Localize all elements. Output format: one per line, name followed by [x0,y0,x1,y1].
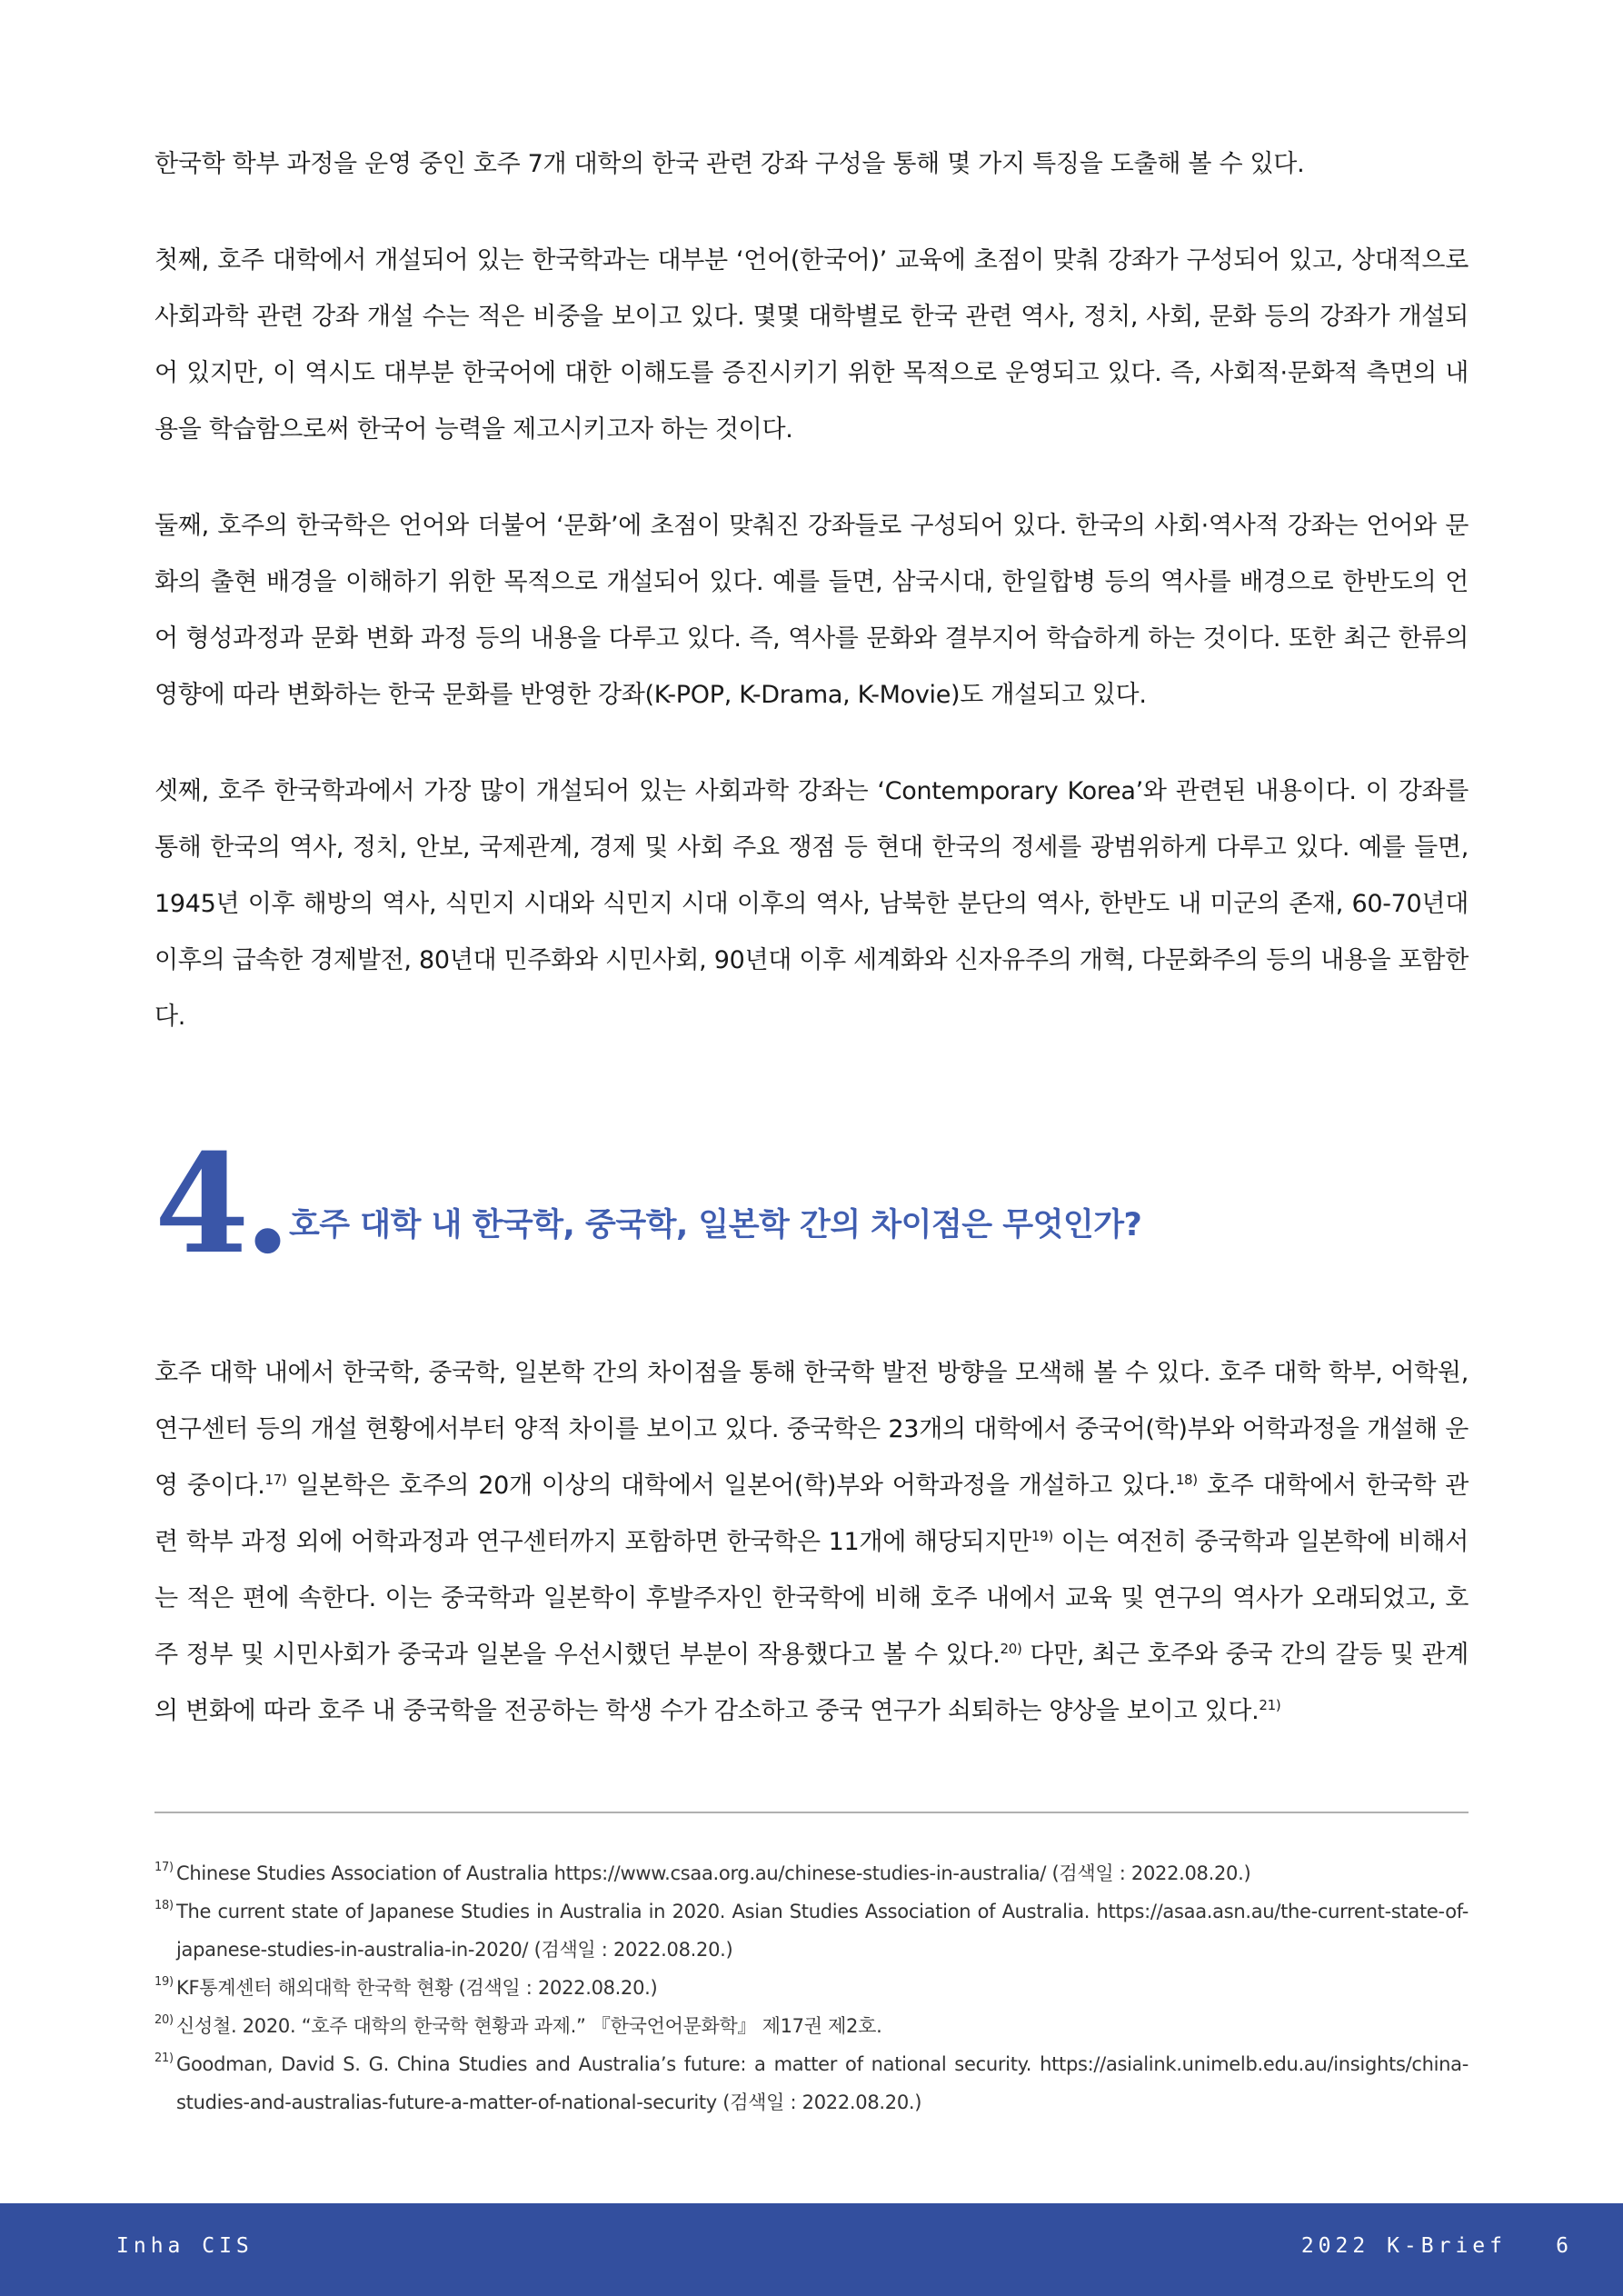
body-text: 호주 대학에서 한국학 관련 학부 과정 외에 어학과정과 연구센터까지 포함하면 한국학은 11개에 해당되지만 [154,1472,1469,1556]
footnote-ref[interactable]: 20) [1000,1641,1022,1657]
footnote-number: 17) [154,1861,174,1874]
footnote-divider [154,1812,1469,1813]
footnote-item [154,2045,1469,2121]
footnote-text: The current state of Japanese Studies in Australia in 2020. Asian Studies Association of Australia. https://asaa.asn.au/the-current-state-of-japanese-studies-in-australia-in-2020/ (검색일 : 2022.08.20.) [176,1901,1469,1961]
footnote-number: 20) [154,2013,174,2027]
footnote-number: 18) [154,1899,174,1912]
body-text: 다만, 최근 호주와 중국 간의 갈등 및 관계의 변화에 따라 호주 내 중국학을 전공하는 학생 수가 감소하고 중국 연구가 쇠퇴하는 양상을 보이고 있다. [154,1641,1469,1725]
footnote-number: 21) [154,2051,174,2065]
footnote-item [154,1892,1469,1969]
footnote-ref[interactable]: 21) [1259,1697,1281,1713]
paragraph-section-body [154,1345,1469,1740]
section-number: 4. [154,1124,286,1284]
body-text: 호주 대학 내에서 한국학, 중국학, 일본학 간의 차이점을 통해 한국학 발전 방향을 모색해 볼 수 있다. 호주 대학 학부, 어학원, 연구센터 등의 개설 현황에서부터 양적 차이를 보이고 있다. 중국학은 23개의 대학에서 중국어(학)부와 어학과정을 개설해 운영 중이다. [154,1359,1469,1500]
paragraph-third: 셋째, 호주 한국학과에서 가장 많이 개설되어 있는 사회과학 강좌는 ‘Contemporary Korea’와 관련된 내용이다. 이 강좌를 통해 한국의 역사, 정치, 안보, 국제관계, 경제 및 사회 주요 쟁점 등 현대 한국의 정세를 광범위하게 다루고 있다. 예를 들면, 1945년 이후 해방의 역사, 식민지 시대와 식민지 시대 이후의 역사, 남북한 분단의 역사, 한반도 내 미군의 존재, 60-70년대 이후의 급속한 경제발전, 80년대 민주화와 시민사회, 90년대 이후 세계화와 신자유주의 개혁, 다문화주의 등의 내용을 포함한다. [154,777,1469,1031]
footer-publisher: Inha CIS [116,2234,254,2258]
body-text: 이는 여전히 중국학과 일본학에 비해서는 적은 편에 속한다. 이는 중국학과 일본학이 후발주자인 한국학에 비해 호주 내에서 교육 및 연구의 역사가 오래되었고, 호주 정부 및 시민사회가 중국과 일본을 우선시했던 부분이 작용했다고 볼 수 있다. [154,1528,1469,1669]
page-number: 6 [1556,2234,1568,2258]
footnote-ref[interactable]: 19) [1031,1528,1053,1544]
section-title: 호주 대학 내 한국학, 중국학, 일본학 간의 차이점은 무엇인가? [289,1207,1142,1243]
footer-publication: 2022 K-Brief [1300,2234,1507,2258]
page-footer [0,2203,1623,2296]
footnote-text: KF통계센터 해외대학 한국학 현황 (검색일 : 2022.08.20.) [176,1977,658,1999]
footnote-text: Goodman, David S. G. China Studies and Australia’s future: a matter of national security. https://asialink.unimelb.edu.au/insights/china-studies-and-australias-future-a-matter-of-national-security (검색일 : 2022.08.20.) [176,2053,1469,2113]
paragraph-second: 둘째, 호주의 한국학은 언어와 더불어 ‘문화’에 초점이 맞춰진 강좌들로 구성되어 있다. 한국의 사회·역사적 강좌는 언어와 문화의 출현 배경을 이해하기 위한 목적으로 개설되어 있다. 예를 들면, 삼국시대, 한일합병 등의 역사를 배경으로 한반도의 언어 형성과정과 문화 변화 과정 등의 내용을 다루고 있다. 즉, 역사를 문화와 결부지어 학습하게 하는 것이다. 또한 최근 한류의 영향에 따라 변화하는 한국 문화를 반영한 강좌(K-POP, K-Drama, K-Movie)도 개설되고 있다. [154,512,1469,709]
paragraph-first: 첫째, 호주 대학에서 개설되어 있는 한국학과는 대부분 ‘언어(한국어)’ 교육에 초점이 맞춰 강좌가 구성되어 있고, 상대적으로 사회과학 관련 강좌 개설 수는 적은 비중을 보이고 있다. 몇몇 대학별로 한국 관련 역사, 정치, 사회, 문화 등의 강좌가 개설되어 있지만, 이 역시도 대부분 한국어에 대한 이해도를 증진시키기 위한 목적으로 운영되고 있다. 즉, 사회적·문화적 측면의 내용을 학습함으로써 한국어 능력을 제고시키고자 하는 것이다. [154,246,1469,444]
footnotes [154,1854,1469,2121]
footnote-item [154,1854,1469,1892]
footnote-text: 신성철. 2020. “호주 대학의 한국학 현황과 과제.” 『한국언어문화학』 제17권 제2호. [176,2015,882,2037]
paragraph-intro: 한국학 학부 과정을 운영 중인 호주 7개 대학의 한국 관련 강좌 구성을 통해 몇 가지 특징을 도출해 볼 수 있다. [154,150,1305,178]
footnote-ref[interactable]: 18) [1175,1472,1198,1488]
footnote-item [154,2007,1469,2045]
footnote-text: Chinese Studies Association of Australia https://www.csaa.org.au/chinese-studies-in-australia/ (검색일 : 2022.08.20.) [176,1862,1251,1884]
footnote-number: 19) [154,1975,174,1989]
footnote-item [154,1969,1469,2007]
footnote-ref[interactable]: 17) [264,1472,287,1488]
main-content [154,136,1469,1780]
body-text: 일본학은 호주의 20개 이상의 대학에서 일본어(학)부와 어학과정을 개설하고 있다. [286,1472,1176,1500]
section-heading [154,1124,1469,1291]
